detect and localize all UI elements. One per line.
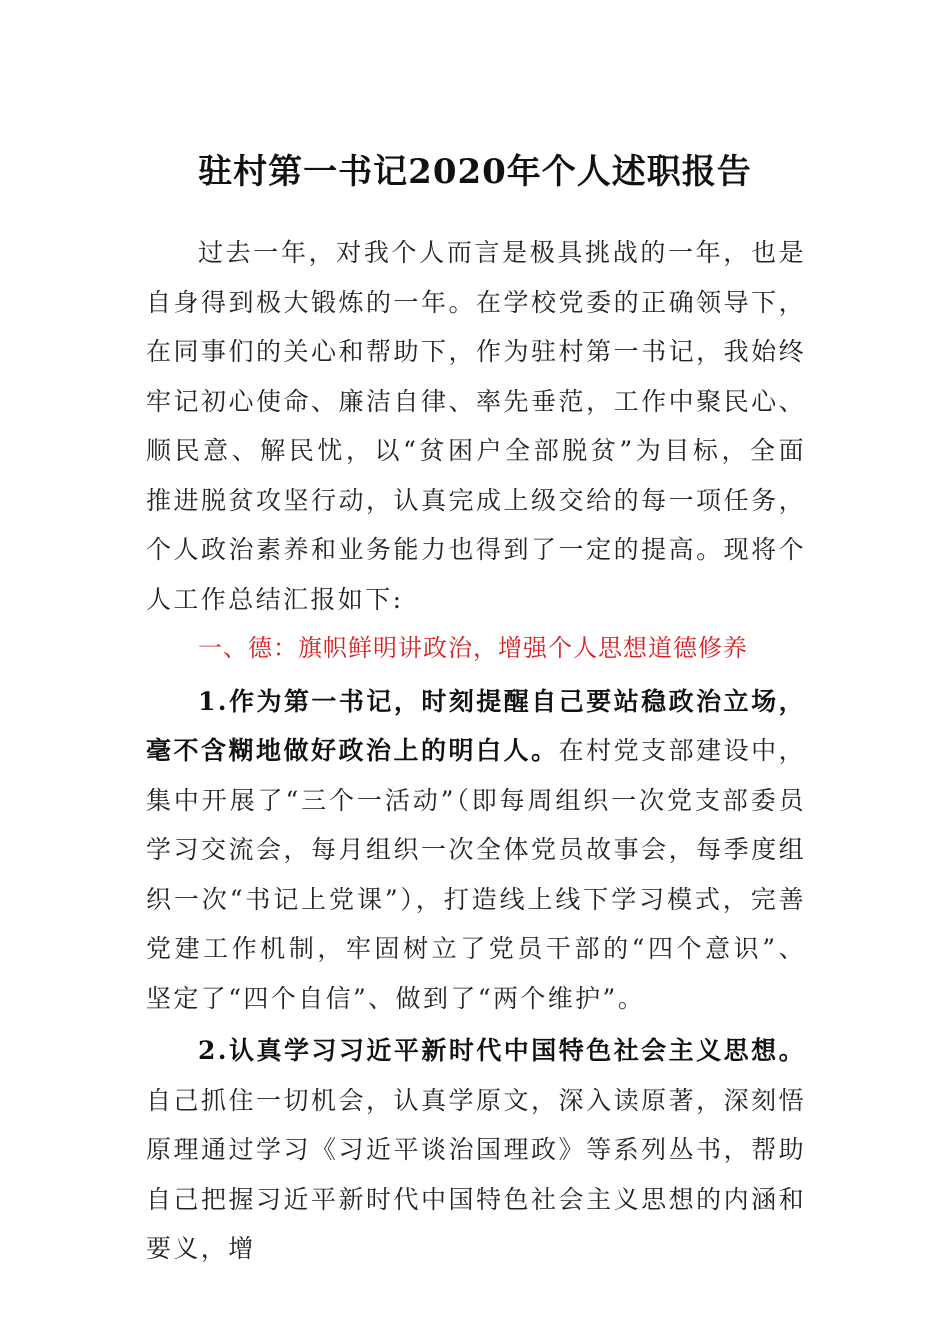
point-2-lead: 2.认真学习习近平新时代中国特色社会主义思想。	[198, 1036, 806, 1065]
section-heading: 一、德：旗帜鲜明讲政治，增强个人思想道德修养	[198, 634, 748, 662]
document-body	[146, 228, 806, 1274]
document-title: 驻村第一书记2020年个人述职报告	[198, 152, 752, 192]
point-1-text: 在村党支部建设中，集中开展了“三个一活动”（即每周组织一次党支部委员学习交流会，每月组织一次全体党员故事会，每季度组织一次“书记上党课”），打造线上线下学习模式，完善党建工作机制，牢固树立了党员干部的“四个意识”、坚定了“四个自信”、做到了“两个维护”。	[146, 736, 806, 1013]
point-2-paragraph	[146, 1026, 806, 1274]
intro-paragraph: 过去一年，对我个人而言是极具挑战的一年，也是自身得到极大锻炼的一年。在学校党委的正确领导下，在同事们的关心和帮助下，作为驻村第一书记，我始终牢记初心使命、廉洁自律、率先垂范，工作中聚民心、顺民意、解民忧，以“贫困户全部脱贫”为目标，全面推进脱贫攻坚行动，认真完成上级交给的每一项任务，个人政治素养和业务能力也得到了一定的提高。现将个人工作总结汇报如下:	[146, 238, 806, 614]
point-1-lead: 1.作为第一书记，时刻提醒自己要站稳政治立场，毫不含糊地做好政治上的明白人。	[146, 686, 806, 765]
point-2-text: 自己抓住一切机会，认真学原文，深入读原著，深刻悟原理通过学习《习近平谈治国理政》等系列丛书，帮助自己把握习近平新时代中国特色社会主义思想的内涵和要义，增	[146, 1085, 806, 1263]
point-1-paragraph	[146, 677, 806, 1024]
